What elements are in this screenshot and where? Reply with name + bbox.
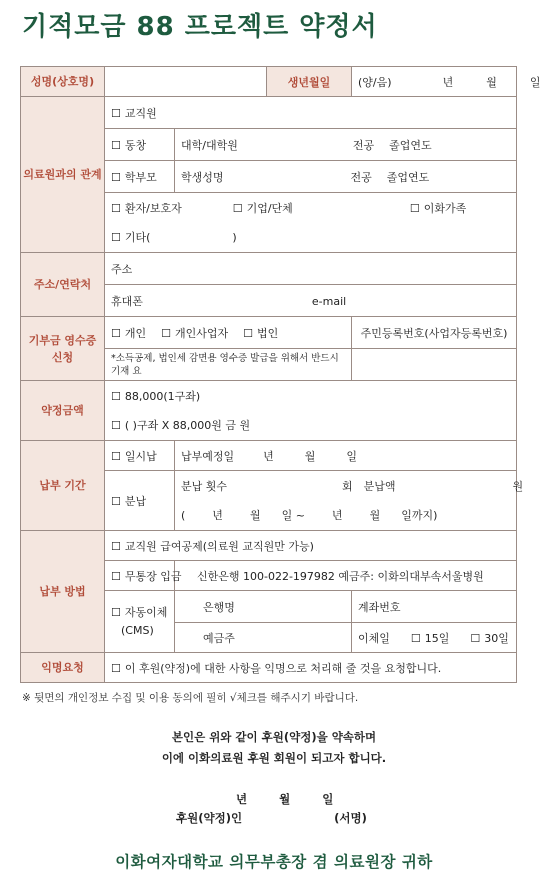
reg-number-header: 주민등록번호(사업자등록번호)	[352, 317, 517, 349]
planned-month-unit: 월	[304, 449, 316, 463]
account-holder-field[interactable]	[175, 623, 352, 653]
installment-amount-text: 분납액	[363, 479, 396, 493]
birth-day-unit: 일	[529, 75, 541, 89]
checkbox-icon[interactable]: ☐	[111, 449, 121, 463]
page-title: 기적모금 88 프로젝트 약정서	[22, 12, 378, 42]
receipt-corporation-option[interactable]	[243, 327, 278, 340]
address-field[interactable]	[105, 253, 517, 285]
range-start-year: 년	[212, 509, 223, 523]
relation-alumni-option[interactable]	[105, 129, 175, 161]
period-installment-text: 분납	[124, 494, 147, 508]
alumni-major-text: 전공	[352, 138, 375, 152]
sign-day-unit: 일	[322, 792, 334, 806]
installment-won-unit: 원	[512, 479, 524, 493]
relation-other-close: )	[232, 231, 237, 245]
checkbox-icon[interactable]: ☐	[111, 539, 121, 553]
checkbox-icon[interactable]: ☐	[111, 661, 121, 675]
planned-date-text: 납부예정일	[181, 449, 235, 463]
method-bank-transfer-option[interactable]	[105, 561, 182, 591]
student-name-text: 학생성명	[181, 170, 224, 184]
installment-details-field[interactable]	[175, 471, 524, 501]
relation-company-text: 기업/단체	[246, 201, 293, 215]
address-text: 주소	[111, 262, 133, 276]
planned-year-unit: 년	[263, 449, 274, 463]
relation-staff-text: 교직원	[124, 106, 157, 120]
sign-month-unit: 월	[279, 792, 291, 806]
birth-date-field[interactable]	[352, 67, 541, 97]
amount-multi-text: ( )구좌 X 88,000원 금 원	[124, 419, 251, 433]
checkbox-icon[interactable]: ☐	[243, 326, 254, 340]
checkbox-icon[interactable]: ☐	[111, 419, 121, 433]
pledge-form-table	[20, 66, 541, 683]
relation-other-option[interactable]	[105, 223, 517, 253]
anonymous-label: 익명요청	[21, 653, 105, 683]
relation-label: 의료원과의 관계	[21, 97, 105, 253]
name-field[interactable]	[105, 67, 267, 97]
receipt-label: 기부금 영수증 신청	[21, 317, 105, 381]
bank-name-text: 은행명	[203, 600, 235, 614]
debit-day-15-text: 15일	[424, 631, 450, 645]
relation-family-text: 이화가족	[423, 201, 467, 215]
method-payroll-option[interactable]	[105, 531, 517, 561]
bank-name-field[interactable]	[175, 591, 352, 623]
sign-date	[236, 791, 333, 807]
parent-grad-year-text: 졸업연도	[386, 170, 430, 184]
installment-count-text: 분납 횟수	[181, 479, 228, 493]
account-number-field[interactable]	[352, 591, 517, 623]
planned-day-unit: 일	[346, 449, 358, 463]
checkbox-icon[interactable]: ☐	[161, 326, 172, 340]
relation-staff-option[interactable]	[105, 97, 517, 129]
phone-text: 휴대폰	[111, 294, 143, 308]
method-cms-text: (CMS)	[121, 623, 154, 637]
pledge-line-1: 본인은 위와 같이 후원(약정)을 약속하며	[171, 730, 377, 744]
relation-family-option[interactable]	[410, 202, 466, 215]
receipt-individual-text: 개인	[124, 326, 147, 340]
parent-details-field[interactable]	[175, 161, 517, 193]
parent-major-text: 전공	[350, 170, 372, 184]
period-installment-option[interactable]	[105, 471, 175, 531]
birth-label: 생년월일	[267, 67, 352, 97]
amount-one-unit-text: 88,000(1구좌)	[124, 389, 201, 403]
period-lump-option[interactable]	[105, 441, 175, 471]
debit-day-30-option[interactable]	[470, 632, 509, 645]
birth-year-unit: 년	[442, 75, 454, 89]
range-end-month: 월	[369, 509, 381, 523]
alumni-details-field[interactable]	[175, 129, 517, 161]
alumni-school-text: 대학/대학원	[181, 138, 238, 152]
relation-company-option[interactable]	[233, 202, 293, 215]
range-end-year: 년	[331, 509, 343, 523]
range-tilde: 일 ~	[281, 509, 305, 523]
checkbox-icon[interactable]: ☐	[111, 170, 121, 184]
debit-day-text: 이체일	[358, 631, 390, 645]
checkbox-icon[interactable]: ☐	[111, 231, 121, 245]
recipient-footer: 이화여자대학교 의무부총장 겸 의료원장 귀하	[115, 853, 433, 871]
receipt-corporation-text: 법인	[257, 326, 279, 340]
period-lump-text: 일시납	[124, 449, 157, 463]
checkbox-icon[interactable]: ☐	[111, 389, 121, 403]
range-close: 일까지)	[401, 509, 438, 523]
seal-label: (서명)	[334, 811, 367, 825]
relation-parent-option[interactable]	[105, 161, 175, 193]
checkbox-icon[interactable]: ☐	[111, 201, 121, 215]
amount-label: 약정금액	[21, 381, 105, 441]
checkbox-icon[interactable]: ☐	[470, 631, 481, 645]
checkbox-icon[interactable]: ☐	[111, 326, 121, 340]
birth-calendar-type: (양/음)	[358, 75, 392, 89]
relation-other-options-row	[105, 193, 517, 223]
method-auto-debit-text: 자동이체	[124, 605, 168, 619]
checkbox-icon[interactable]: ☐	[111, 605, 121, 619]
email-text: e-mail	[311, 294, 347, 308]
amount-one-unit-option[interactable]	[105, 381, 517, 411]
checkbox-icon[interactable]: ☐	[111, 106, 121, 120]
receipt-type-options	[105, 317, 352, 349]
alumni-grad-year-text: 졸업연도	[389, 138, 432, 152]
relation-parent-text: 학부모	[124, 170, 157, 184]
phone-email-field[interactable]	[105, 285, 517, 317]
method-payroll-text: 교직원 급여공제(의료원 교직원만 가능)	[124, 539, 314, 553]
range-start-month: 월	[249, 509, 261, 523]
receipt-sole-proprietor-option[interactable]	[161, 327, 228, 340]
amount-multi-option[interactable]	[105, 411, 517, 441]
checkbox-icon[interactable]: ☐	[410, 631, 421, 645]
sponsor-signature-line[interactable]	[176, 810, 367, 826]
debit-day-field	[352, 623, 517, 653]
sponsor-label: 후원(약정)인	[176, 811, 243, 825]
method-bank-transfer-text: 무통장 입금	[124, 569, 182, 583]
anonymous-text: 이 후원(약정)에 대한 사항을 익명으로 처리해 줄 것을 요청합니다.	[124, 661, 442, 675]
installment-times-unit: 회	[342, 479, 353, 493]
period-label: 납부 기간	[21, 441, 105, 531]
checkbox-icon[interactable]: ☐	[111, 138, 121, 152]
birth-month-unit: 월	[486, 75, 497, 89]
relation-patient-option[interactable]	[111, 202, 182, 215]
relation-alumni-text: 동창	[124, 138, 147, 152]
checkbox-icon[interactable]: ☐	[111, 569, 121, 583]
sign-year-unit: 년	[236, 792, 248, 806]
relation-patient-text: 환자/보호자	[124, 201, 182, 215]
privacy-notice: ※ 뒷면의 개인정보 수집 및 이용 동의에 필히 √체크를 해주시기 바랍니다.	[22, 692, 359, 704]
contact-label: 주소/연락처	[21, 253, 105, 317]
receipt-individual-option[interactable]	[111, 327, 146, 340]
checkbox-icon[interactable]: ☐	[111, 494, 121, 508]
range-open: (	[181, 509, 186, 523]
anonymous-option[interactable]	[105, 653, 517, 683]
debit-day-15-option[interactable]	[411, 632, 450, 645]
receipt-note: *소득공제, 법인세 감면용 영수증 발급을 위해서 반드시 기재 요	[105, 349, 352, 381]
checkbox-icon[interactable]: ☐	[409, 201, 420, 215]
reg-number-field[interactable]	[352, 349, 517, 381]
method-label: 납부 방법	[21, 531, 105, 653]
method-auto-debit-option[interactable]	[105, 591, 175, 653]
installment-range-field[interactable]	[175, 501, 517, 531]
planned-date-field[interactable]	[175, 441, 517, 471]
bank-account-info: 신한은행 100-022-197982 예금주: 이화의대부속서울병원	[175, 561, 517, 591]
pledge-line-2: 이에 이화의료원 후원 회원이 되고자 합니다.	[161, 751, 387, 765]
relation-other-text: 기타(	[124, 231, 151, 245]
account-holder-text: 예금주	[203, 631, 235, 645]
receipt-sole-proprietor-text: 개인사업자	[175, 326, 229, 340]
name-label: 성명(상호명)	[21, 67, 105, 97]
account-number-text: 계좌번호	[358, 600, 401, 614]
checkbox-icon[interactable]: ☐	[232, 201, 243, 215]
debit-day-30-text: 30일	[484, 631, 509, 645]
